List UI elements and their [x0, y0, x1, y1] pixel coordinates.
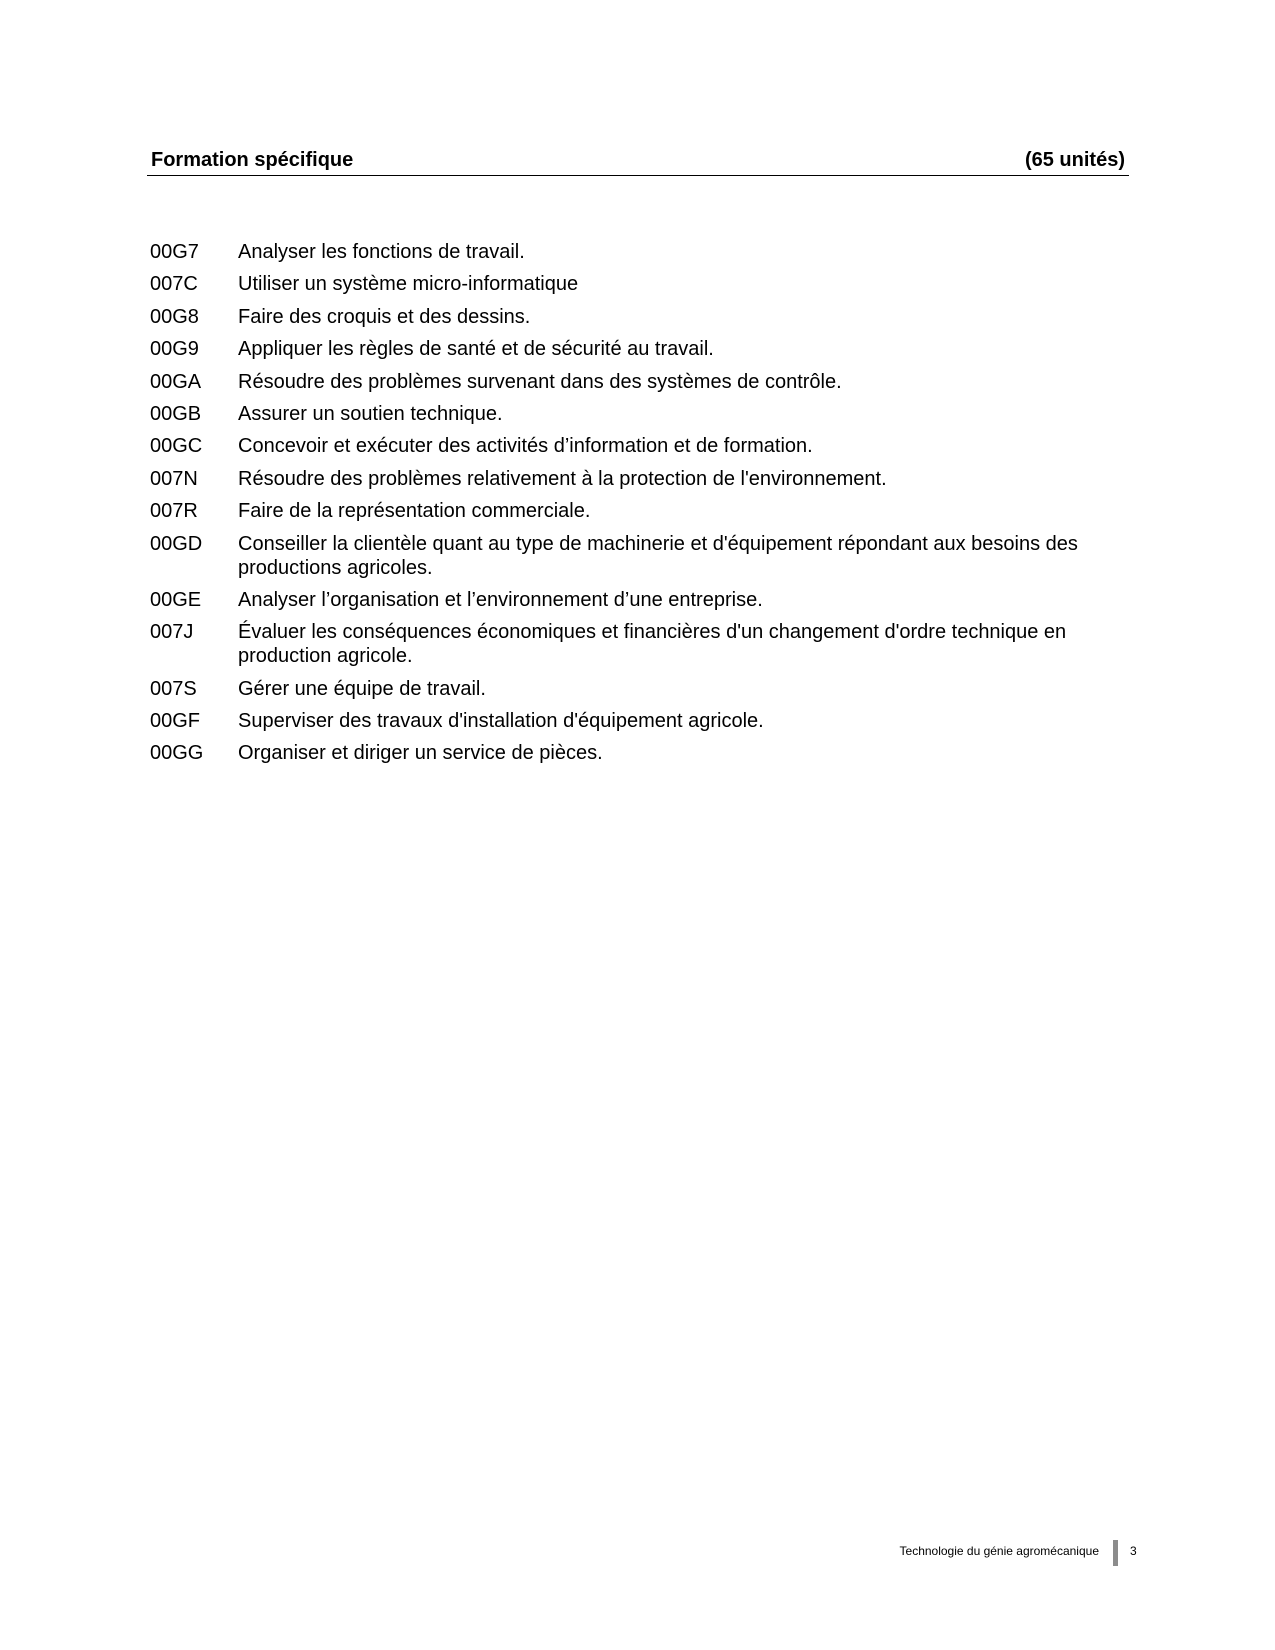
section-title: Formation spécifique [151, 149, 354, 171]
competency-text: Gérer une équipe de travail. [238, 677, 486, 700]
list-item [150, 305, 1125, 329]
footer-divider-bar [1113, 1540, 1118, 1566]
section-header [147, 148, 1129, 176]
list-item [150, 532, 1125, 580]
competency-code: 007N [150, 467, 198, 490]
competency-list [150, 240, 1125, 774]
competency-text: Concevoir et exécuter des activités d’information et de formation. [238, 435, 813, 458]
competency-text: Appliquer les règles de santé et de sécurité au travail. [238, 338, 714, 361]
competency-text: Évaluer les conséquences économiques et financières d'un changement d'ordre technique en production agricole. [238, 621, 1067, 668]
competency-text: Analyser les fonctions de travail. [238, 241, 525, 263]
competency-code: 00GA [150, 370, 202, 393]
competency-code: 007S [150, 677, 197, 700]
list-item [150, 434, 1125, 458]
list-item [150, 499, 1125, 523]
list-item [150, 620, 1125, 668]
competency-code: 00GD [150, 532, 203, 555]
section-units: (65 unités) [1024, 149, 1125, 171]
competency-code: 00GF [150, 710, 201, 733]
competency-code: 00GC [150, 435, 203, 458]
competency-code: 00G7 [150, 241, 199, 263]
competency-text: Faire de la représentation commerciale. [238, 500, 591, 523]
competency-text: Résoudre des problèmes relativement à la protection de l'environnement. [238, 467, 887, 490]
competency-code: 007J [150, 621, 194, 644]
list-item [150, 709, 1125, 733]
competency-code: 00GG [150, 742, 204, 765]
competency-code: 007C [150, 273, 198, 296]
list-item [150, 272, 1125, 296]
competency-code: 00G8 [150, 305, 199, 328]
competency-text: Organiser et diriger un service de pièces. [238, 742, 603, 765]
list-item [150, 588, 1125, 612]
competency-text: Résoudre des problèmes survenant dans des systèmes de contrôle. [238, 370, 842, 393]
competency-text: Superviser des travaux d'installation d'équipement agricole. [238, 710, 764, 733]
list-item [150, 337, 1125, 361]
competency-text: Analyser l’organisation et l’environnement d’une entreprise. [238, 588, 763, 611]
page-number: 3 [1130, 1544, 1137, 1558]
competency-text: Assurer un soutien technique. [238, 402, 503, 425]
list-item [150, 402, 1125, 426]
page-footer [0, 1538, 1275, 1568]
list-item [150, 370, 1125, 394]
competency-code: 00GB [150, 402, 202, 425]
competency-code: 00G9 [150, 338, 199, 361]
competency-code: 007R [150, 500, 198, 523]
competency-text: Utiliser un système micro-informatique [238, 273, 579, 296]
list-item [150, 467, 1125, 491]
competency-code: 00GE [150, 588, 202, 611]
list-item [150, 741, 1125, 765]
list-item [150, 677, 1125, 701]
list-item [150, 240, 1125, 264]
competency-text: Faire des croquis et des dessins. [238, 305, 531, 328]
competency-text: Conseiller la clientèle quant au type de machinerie et d'équipement répondant aux besoins des productions agricoles. [238, 532, 1078, 579]
footer-title: Technologie du génie agromécanique [899, 1544, 1099, 1558]
